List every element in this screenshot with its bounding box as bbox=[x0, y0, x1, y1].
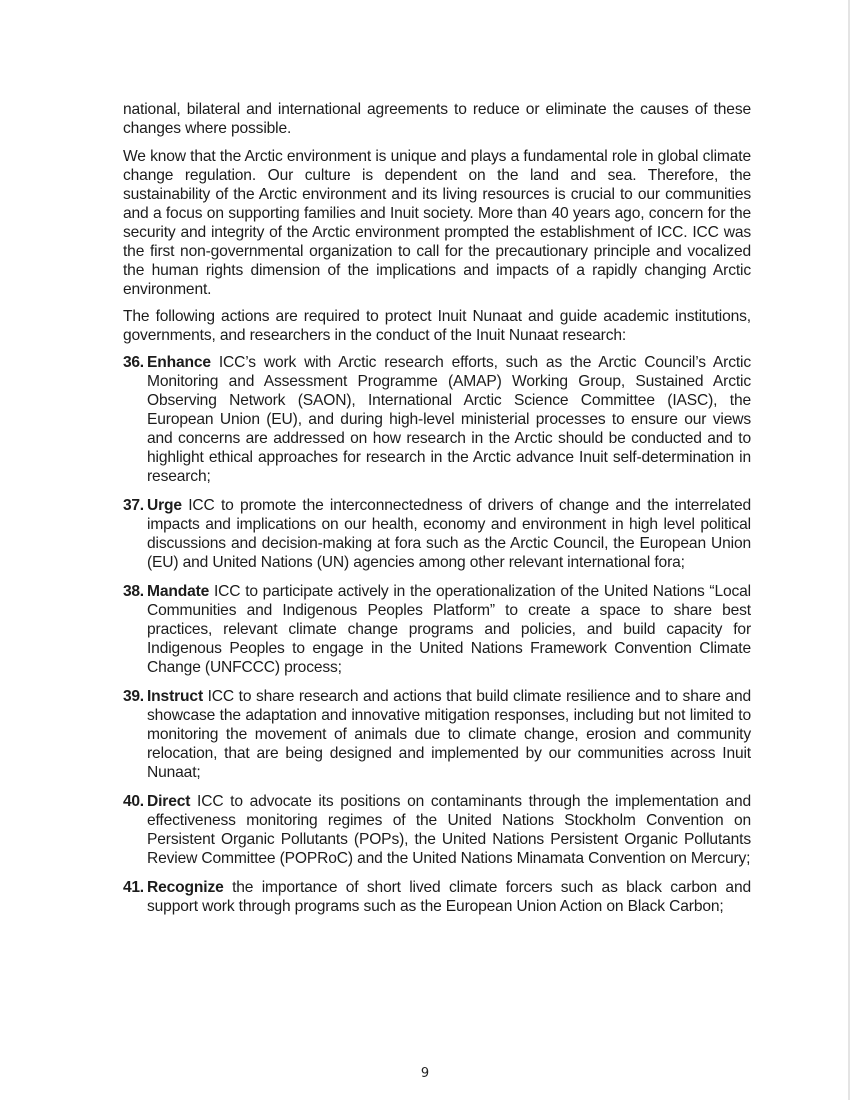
item-number: 38. bbox=[123, 583, 144, 600]
item-number: 36. bbox=[123, 354, 144, 371]
item-verb: Recognize bbox=[147, 879, 224, 896]
item-text: ICC to promote the interconnectedness of drivers of change and the interrelated impacts and implications on our health, economy and environment in high level political discussions and decision-making at fora such as the Arctic Council, the European Union (EU) and United Nations (UN) agencies among other relevant international fora; bbox=[147, 497, 751, 571]
item-number: 41. bbox=[123, 879, 144, 896]
list-item bbox=[123, 582, 751, 677]
paragraph-actions-intro: The following actions are required to protect Inuit Nunaat and guide academic institutions, governments, and researchers in the conduct of the Inuit Nunaat research: bbox=[123, 308, 751, 344]
document-page bbox=[123, 100, 751, 926]
item-text: ICC to share research and actions that build climate resilience and to share and showcase the adaptation and innovative mitigation responses, including but not limited to monitoring the movement of animals due to climate change, erosion and community relocation, that are being designed and implemented by our communities across Inuit Nunaat; bbox=[147, 688, 751, 781]
action-list bbox=[123, 353, 751, 916]
paragraph-arctic-environment: We know that the Arctic environment is unique and plays a fundamental role in global climate change regulation. Our culture is dependent on the land and sea. Therefore, the sustainability of the Arctic environment and its living resources is crucial to our communities and a focus on supporting families and Inuit society. More than 40 years ago, concern for the security and integrity of the Arctic environment prompted the establishment of ICC. ICC was the first non-governmental organization to call for the precautionary principle and vocalized the human rights dimension of the implications and impacts of a rapidly changing Arctic environment. bbox=[123, 148, 751, 298]
page-number: 9 bbox=[420, 1066, 430, 1081]
item-number: 40. bbox=[123, 793, 144, 810]
list-item bbox=[123, 878, 751, 916]
item-verb: Urge bbox=[147, 497, 182, 514]
list-item bbox=[123, 496, 751, 572]
item-text: ICC to participate actively in the operationalization of the United Nations “Local Communities and Indigenous Peoples Platform” to create a space to share best practices, relevant climate change programs and policies, and build capacity for Indigenous Peoples to engage in the United Nations Framework Convention Climate Change (UNFCCC) process; bbox=[147, 583, 751, 676]
item-number: 39. bbox=[123, 688, 144, 705]
item-verb: Enhance bbox=[147, 354, 211, 371]
item-verb: Instruct bbox=[147, 688, 203, 705]
paragraph-agreements: national, bilateral and international agreements to reduce or eliminate the causes of these changes where possible. bbox=[123, 101, 751, 137]
list-item bbox=[123, 687, 751, 782]
item-verb: Direct bbox=[147, 793, 191, 810]
list-item bbox=[123, 353, 751, 486]
item-text: ICC’s work with Arctic research efforts, such as the Arctic Council’s Arctic Monitoring and Assessment Programme (AMAP) Working Group, Sustained Arctic Observing Network (SAON), International Arctic Science Committee (IASC), the European Union (EU), and during high-level ministerial processes to ensure our views and concerns are addressed on how research in the Arctic should be conducted and to highlight ethical approaches for research in the Arctic advance Inuit self-determination in research; bbox=[147, 354, 751, 485]
item-verb: Mandate bbox=[147, 583, 210, 600]
item-text: ICC to advocate its positions on contaminants through the implementation and effectiveness monitoring regimes of the United Nations Stockholm Convention on Persistent Organic Pollutants (POPs), the United Nations Persistent Organic Pollutants Review Committee (POPRoC) and the United Nations Minamata Convention on Mercury; bbox=[147, 793, 751, 867]
item-text: the importance of short lived climate forcers such as black carbon and support work through programs such as the European Union Action on Black Carbon; bbox=[147, 879, 751, 915]
item-number: 37. bbox=[123, 497, 144, 514]
list-item bbox=[123, 792, 751, 868]
